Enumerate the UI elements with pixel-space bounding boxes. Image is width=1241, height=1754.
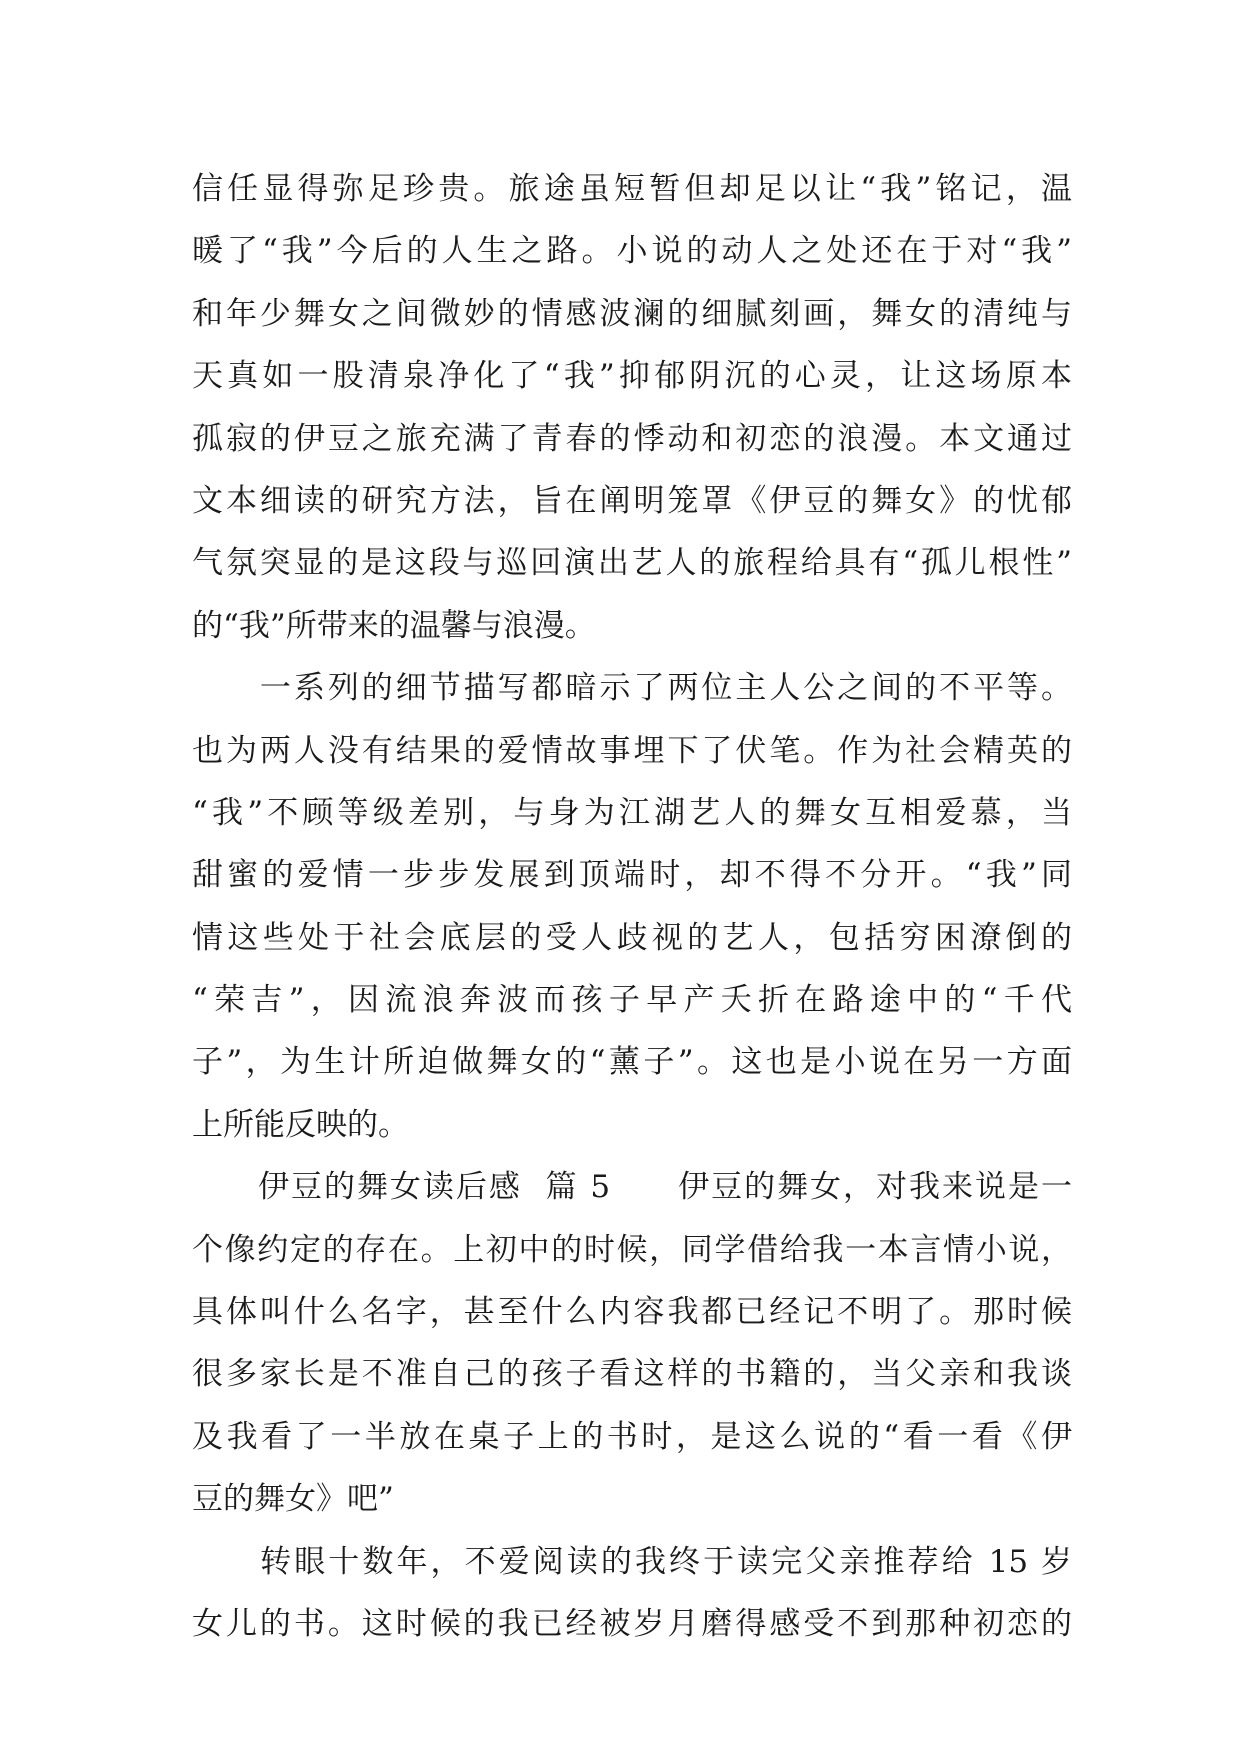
text-line: 情这些处于社会底层的受人歧视的艺人，包括穷困潦倒的 <box>192 919 1072 956</box>
text-line: 天真如一股清泉净化了“我”抑郁阴沉的心灵，让这场原本 <box>192 358 1072 395</box>
text-line: 暖了“我”今后的人生之路。小说的动人之处还在于对“我” <box>192 233 1072 270</box>
text-line: 转眼十数年，不爱阅读的我终于读完父亲推荐给 15 岁 <box>192 1543 1072 1580</box>
text-line: 及我看了一半放在桌子上的书时，是这么说的“看一看《伊 <box>192 1418 1072 1455</box>
text-line: 豆的舞女》吧” <box>192 1481 394 1518</box>
text-line: 孤寂的伊豆之旅充满了青春的悸动和初恋的浪漫。本文通过 <box>192 420 1072 457</box>
text-line: 也为两人没有结果的爱情故事埋下了伏笔。作为社会精英的 <box>192 732 1072 769</box>
body-text <box>192 158 1072 1655</box>
text-line: 很多家长是不准自己的孩子看这样的书籍的，当父亲和我谈 <box>192 1356 1072 1393</box>
text-line: 个像约定的存在。上初中的时候，同学借给我一本言情小说， <box>192 1231 1072 1268</box>
text-line: 子”，为生计所迫做舞女的“薰子”。这也是小说在另一方面 <box>192 1044 1072 1081</box>
text-line: “我”不顾等级差别，与身为江湖艺人的舞女互相爱慕，当 <box>192 794 1072 831</box>
text-line: 和年少舞女之间微妙的情感波澜的细腻刻画，舞女的清纯与 <box>192 295 1072 332</box>
text-line: 甜蜜的爱情一步步发展到顶端时，却不得不分开。“我”同 <box>192 857 1072 894</box>
text-line: 的“我”所带来的温馨与浪漫。 <box>192 607 596 644</box>
text-line: 一系列的细节描写都暗示了两位主人公之间的不平等。 <box>192 670 1072 707</box>
text-line: 上所能反映的。 <box>192 1106 409 1143</box>
text-line: “荣吉”，因流浪奔波而孩子早产夭折在路途中的“千代 <box>192 982 1072 1019</box>
text-line: 具体叫什么名字，甚至什么内容我都已经记不明了。那时候 <box>192 1294 1072 1331</box>
text-line: 气氛突显的是这段与巡回演出艺人的旅程给具有“孤儿根性” <box>192 545 1072 582</box>
section-heading-line: 伊豆的舞女读后感 篇 5 伊豆的舞女，对我来说是一 <box>192 1169 1072 1206</box>
text-line: 文本细读的研究方法，旨在阐明笼罩《伊豆的舞女》的忧郁 <box>192 482 1072 519</box>
text-line: 女儿的书。这时候的我已经被岁月磨得感受不到那种初恋的 <box>192 1605 1072 1642</box>
text-line: 信任显得弥足珍贵。旅途虽短暂但却足以让“我”铭记，温 <box>192 171 1072 207</box>
